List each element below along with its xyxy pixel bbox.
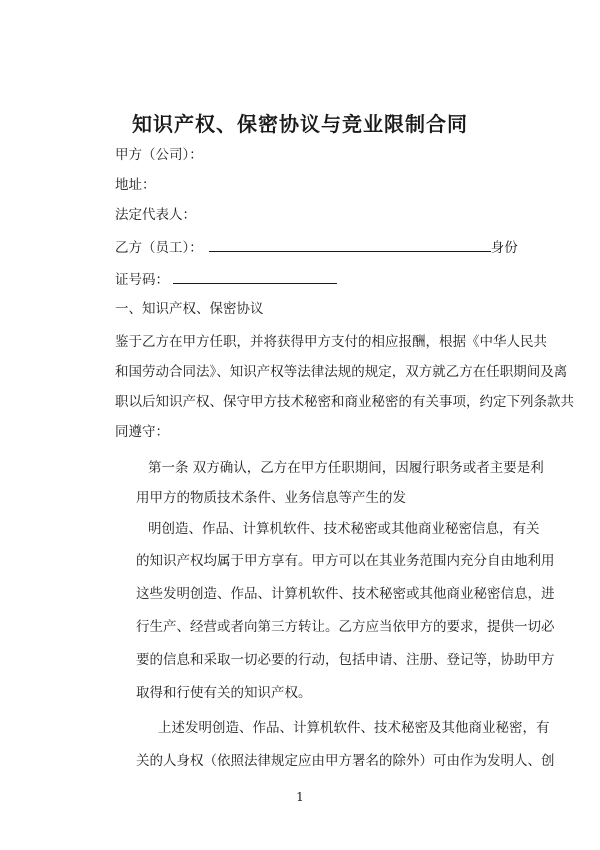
intro-line: 职以后知识产权、保守甲方技术秘密和商业秘密的有关事项，约定下列条款共 — [115, 394, 574, 410]
article-1-line: 这些发明创造、作品、计算机软件、技术秘密或其他商业秘密信息，进 — [136, 586, 555, 602]
article-1-line: 的知识产权均属于甲方享有。甲方可以在其业务范围内充分自由地利用 — [136, 553, 555, 569]
page-number: 1 — [296, 790, 304, 804]
party-b-line — [115, 237, 518, 257]
party-b-label: 乙方（员工）： — [115, 240, 203, 256]
article-1-line: 取得和行使有关的知识产权。 — [136, 685, 312, 701]
article-1-line: 第一条 双方确认，乙方在甲方任职期间，因履行职务或者主要是利 — [148, 460, 544, 476]
party-b-blank[interactable] — [209, 237, 491, 252]
intro-line: 鉴于乙方在甲方任职，并将获得甲方支付的相应报酬，根据《中华人民共 — [115, 334, 547, 350]
intro-line: 同遵守： — [115, 424, 169, 440]
document-title: 知识产权、保密协议与竞业限制合同 — [132, 112, 468, 136]
article-1-line: 要的信息和采取一切必要的行动，包括申请、注册、登记等，协助甲方 — [136, 652, 555, 668]
paragraph-2-line: 关的人身权（依照法律规定应由甲方署名的除外）可由作为发明人、创 — [136, 753, 555, 769]
id-suffix: 身份 — [490, 240, 518, 256]
legal-rep-label: 法定代表人： — [115, 207, 196, 223]
intro-line: 和国劳动合同法》、知识产权等法律法规的规定，双方就乙方在任职期间及离 — [115, 364, 568, 380]
article-1-line: 明创造、作品、计算机软件、技术秘密或其他商业秘密信息，有关 — [148, 521, 540, 537]
id-number-blank[interactable] — [173, 269, 337, 284]
article-1-line: 用甲方的物质技术条件、业务信息等产生的发 — [136, 490, 406, 506]
id-line — [115, 269, 337, 289]
paragraph-2-line: 上述发明创造、作品、计算机软件、技术秘密及其他商业秘密，有 — [158, 720, 550, 736]
id-label: 证号码： — [115, 272, 169, 288]
address-label: 地址： — [115, 177, 156, 193]
section-1-heading: 一、知识产权、保密协议 — [115, 301, 264, 317]
article-1-line: 行生产、经营或者向第三方转让。乙方应当依甲方的要求，提供一切必 — [136, 619, 555, 635]
party-a-label: 甲方（公司）： — [115, 147, 203, 163]
